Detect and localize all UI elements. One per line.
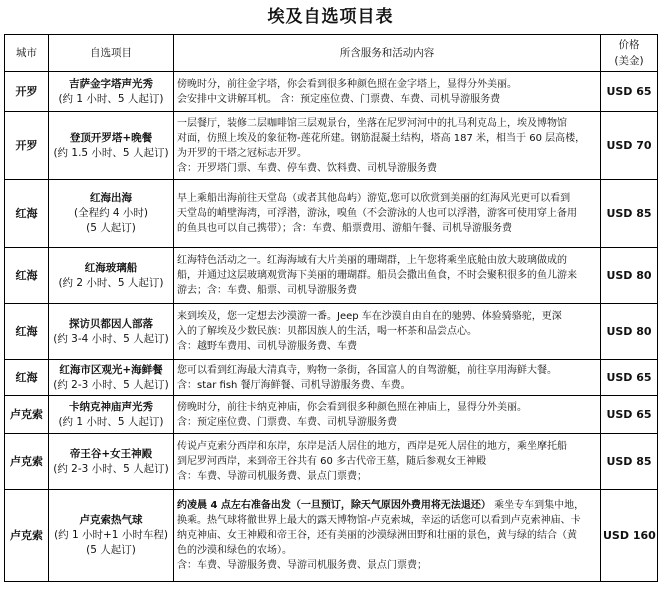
table-row (5, 72, 658, 112)
service-line: 早上乘船出海前往天堂岛（或者其他岛屿）游览,您可以欣赏到美丽的红海风光更可以看到 (177, 193, 571, 204)
service-line: 到尼罗河西岸，来到帝王谷共有 60 多古代帝王墓，随后参观女王神殿 (177, 456, 487, 467)
service-line: 对面，仿照上埃及的象征物-莲花所建。钢筋混凝土结构，塔高 187 米，相当于 60 层高楼， (177, 132, 586, 144)
service-line: 红海特色活动之一。红海海域有大片美丽的珊瑚群，上午您将乘坐底舱由放大玻璃做成的 (177, 255, 567, 266)
cell-city: 开罗 (5, 112, 49, 180)
cell-project (49, 490, 174, 582)
service-line-emphasis: 约凌晨 4 点左右准备出发（一旦预订，除天气原因外费用将无法退还） (177, 500, 491, 511)
project-detail: (5 人起订) (86, 544, 136, 556)
cell-price: USD 85 (601, 180, 658, 248)
project-detail: (全程约 4 小时) (73, 207, 149, 219)
table-row (5, 180, 658, 248)
service-line: 纳克神庙、女王神殿和帝王谷，还有美丽的沙漠绿洲田野和壮丽的景色，黄与绿的结合（黄 (177, 530, 577, 541)
cell-services (174, 434, 601, 490)
project-detail: (约 2-3 小时、5 人起订) (53, 462, 169, 475)
service-line: 的鱼具也可以自己携带）；含：车费、船票费用、游船午餐、司机导游服务费 (177, 223, 512, 234)
service-line: 含：越野车费用、司机导游服务费、车费 (177, 341, 357, 352)
cell-project (49, 112, 174, 180)
table-row (5, 396, 658, 434)
project-name: 红海玻璃船 (84, 261, 138, 274)
cell-project (49, 360, 174, 396)
project-detail: (约 1.5 小时、5 人起订) (53, 146, 169, 159)
service-line: 来到埃及，您一定想去沙漠游一番。Jeep 车在沙漠自由自在的驰骋、体验骑骆驼，更深 (177, 311, 562, 322)
project-name: 红海出海 (90, 192, 132, 204)
project-detail: (约 1 小时、5 人起订) (58, 92, 164, 105)
cell-services (174, 248, 601, 304)
table-header-row (5, 35, 658, 72)
service-line: 入的了解埃及少数民族：贝都因族人的生活，喝一杯茶和品尝点心。 (177, 326, 477, 337)
service-line: 傍晚时分，前往金字塔，你会看到很多种颜色照在金字塔上，显得分外美丽。 (177, 78, 517, 90)
project-name: 卡纳克神庙声光秀 (69, 400, 153, 413)
cell-project (49, 72, 174, 112)
header-project: 自选项目 (49, 35, 174, 72)
cell-services (174, 490, 601, 582)
service-line: 傍晚时分，前往卡纳克神庙，你会看到很多种颜色照在神庙上，显得分外美丽。 (177, 401, 527, 413)
cell-city: 红海 (5, 180, 49, 248)
service-line: 含：预定座位费、门票费、车费、司机导游服务费 (177, 416, 397, 428)
cell-services (174, 360, 601, 396)
service-line: 为开罗的干塔之冠标志开罗。 (177, 147, 307, 159)
service-line: 色的沙漠和绿色的农场）。 (177, 545, 292, 556)
service-line: 一层餐厅，装修二层咖啡馆三层观景台，坐落在尼罗河河中的扎马利克岛上，埃及博物馆 (177, 117, 567, 129)
service-line: 含：车费、导游司机服务费、景点门票费； (177, 471, 367, 482)
project-detail: (约 2 小时、5 人起订) (58, 276, 164, 289)
cell-city: 卢克索 (5, 396, 49, 434)
service-line: 含：开罗塔门票、车费、停车费、饮料费、司机导游服务费 (177, 162, 437, 174)
project-name: 红海市区观光+海鲜餐 (59, 363, 163, 376)
cell-price: USD 65 (601, 396, 658, 434)
service-line: 您可以看到红海最大清真寺，购物一条街，各国富人的自驾游艇，前往享用海鲜大餐。 (177, 364, 557, 376)
project-detail: (约 1 小时+1 小时车程) (54, 529, 168, 541)
cell-price: USD 65 (601, 72, 658, 112)
optional-tours-table (4, 34, 658, 582)
cell-project (49, 248, 174, 304)
header-price-line2: (美金) (614, 55, 644, 67)
header-price (601, 35, 658, 72)
cell-services (174, 112, 601, 180)
cell-price: USD 70 (601, 112, 658, 180)
cell-price: USD 80 (601, 248, 658, 304)
cell-city: 卢克索 (5, 434, 49, 490)
cell-services (174, 396, 601, 434)
cell-city: 卢克索 (5, 490, 49, 582)
cell-price: USD 160 (601, 490, 658, 582)
table-row (5, 360, 658, 396)
table-row (5, 248, 658, 304)
service-line: 含：车费、导游服务费、导游司机服务费、景点门票费； (177, 560, 427, 571)
service-line: 约凌晨 4 点左右准备出发（一旦预订，除天气原因外费用将无法退还） 乘坐专车到集中地， (177, 500, 585, 511)
cell-price: USD 85 (601, 434, 658, 490)
cell-city: 红海 (5, 360, 49, 396)
table-row (5, 304, 658, 360)
cell-project (49, 304, 174, 360)
service-line: 含：star fish 餐厅海鲜餐、司机导游服务费、车费。 (177, 379, 411, 391)
project-detail: (约 3-4 小时、5 人起订) (53, 332, 169, 345)
cell-services (174, 180, 601, 248)
service-line: 传说卢克索分西岸和东岸，东岸是活人居住的地方，西岸是死人居住的地方，乘坐摩托船 (177, 441, 567, 452)
service-line: 船，并通过这层玻璃观赏海下美丽的珊瑚群。船员会撒出鱼食，不时会聚积很多的鱼儿游来 (177, 270, 577, 281)
table-row (5, 112, 658, 180)
cell-services (174, 72, 601, 112)
cell-city: 红海 (5, 248, 49, 304)
project-name: 登顶开罗塔+晚餐 (69, 131, 153, 144)
project-detail: (5 人起订) (86, 222, 136, 234)
cell-project (49, 396, 174, 434)
project-name: 吉萨金字塔声光秀 (69, 77, 153, 90)
project-detail: (约 2-3 小时、5 人起订) (53, 378, 169, 391)
project-name: 探访贝都因人部落 (69, 317, 153, 330)
header-price-line1: 价格 (618, 39, 640, 51)
service-line: 天堂岛的峭壁海湾，可浮潜，游泳，嗅鱼（不会游泳的人也可以浮潜，游客可使用穿上备用 (177, 208, 577, 219)
cell-city: 红海 (5, 304, 49, 360)
service-line: 换乘。热气球将徹世界上最大的露天博物馆-卢克索城，幸运的话您可以看到卢克索神庙、卡 (177, 515, 581, 526)
table-row (5, 490, 658, 582)
project-detail: (约 1 小时、5 人起订) (58, 415, 164, 428)
header-city: 城市 (5, 35, 49, 72)
cell-price: USD 80 (601, 304, 658, 360)
service-line: 游去；含：车费、船票、司机导游服务费 (177, 285, 357, 296)
project-name: 帝王谷+女王神殿 (69, 447, 153, 460)
table-row (5, 434, 658, 490)
cell-city: 开罗 (5, 72, 49, 112)
service-line: 会安排中文讲解耳机。 含：预定座位费、门票费、车费、司机导游服务费 (177, 93, 501, 105)
cell-price: USD 65 (601, 360, 658, 396)
header-services: 所含服务和活动内容 (174, 35, 601, 72)
cell-project (49, 434, 174, 490)
cell-project (49, 180, 174, 248)
project-name: 卢克索热气球 (79, 514, 143, 526)
page-title: 埃及自选项目表 (267, 7, 394, 27)
cell-services (174, 304, 601, 360)
